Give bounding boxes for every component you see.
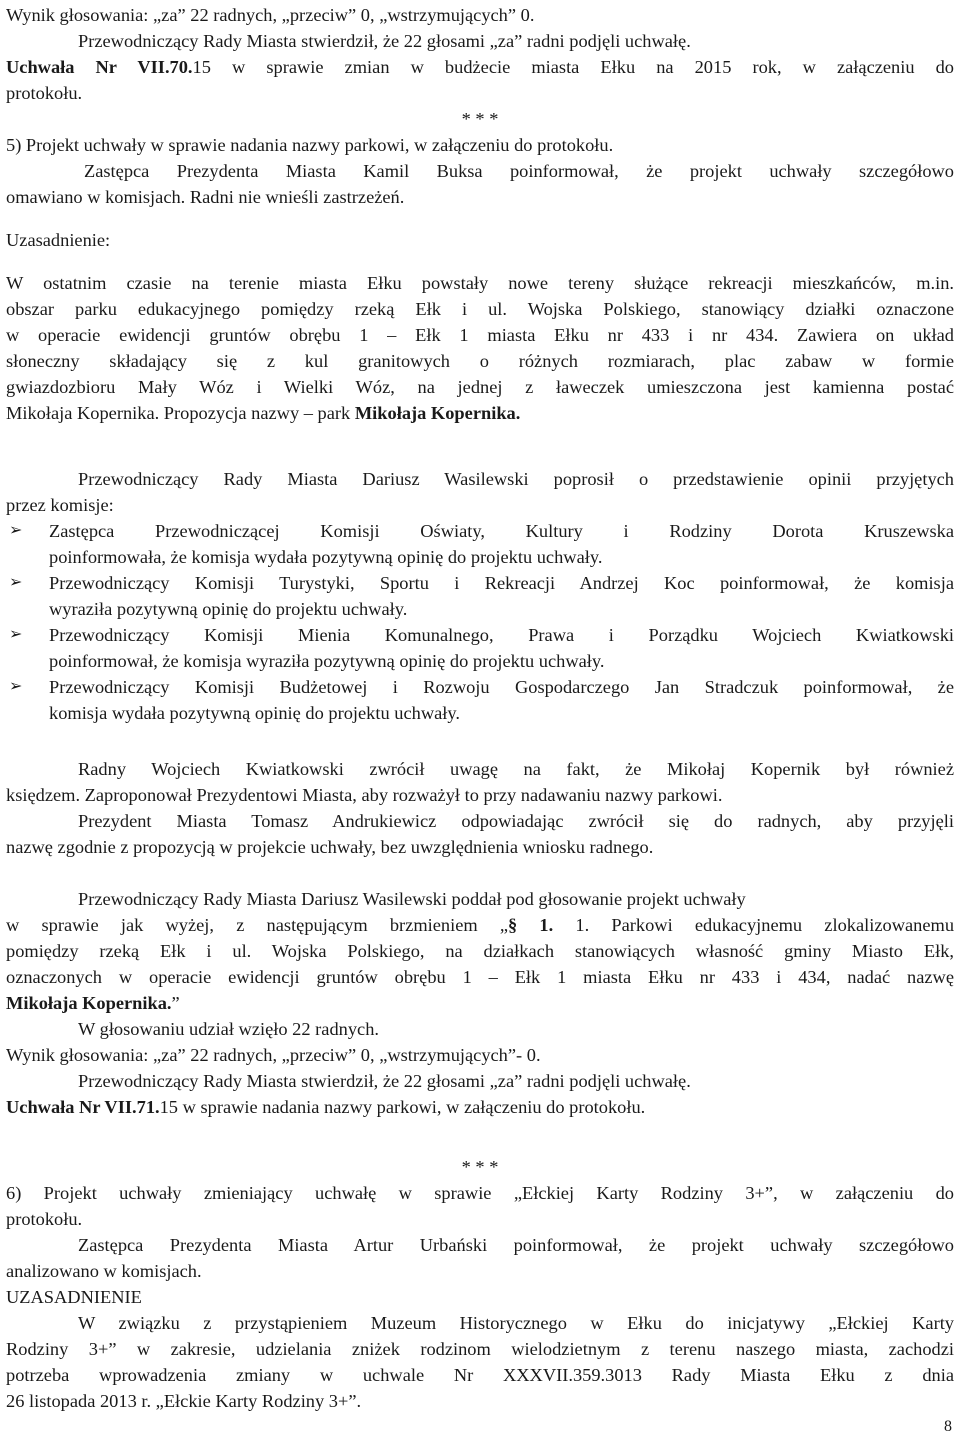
resolution-number: Uchwała Nr VII.71. xyxy=(6,1097,160,1117)
resolution-number: Uchwała Nr VII.70. xyxy=(6,57,193,77)
agenda-item-heading: 5) Projekt uchwały w sprawie nadania nazwy parkowi, w załączeniu do protokołu. xyxy=(6,135,614,155)
agenda-item-heading: 6) Projekt uchwały zmieniający uchwałę w sprawie „Ełckiej Karty Rodziny 3+”, w załączeniu do xyxy=(6,1183,954,1203)
text-line: Prezydent Miasta Tomasz Andrukiewicz odpowiadając zwrócił się do radnych, aby przyjęli xyxy=(78,811,954,831)
text-line: Uchwała Nr VII.71.15 w sprawie nadania nazwy parkowi, w załączeniu do protokołu. xyxy=(6,1097,646,1117)
text-line: Przewodniczący Rady Miasta Dariusz Wasilewski poprosił o przedstawienie opinii przyjętych xyxy=(78,469,954,489)
text-line: analizowano w komisjach. xyxy=(6,1261,202,1281)
text-line: gwiazdozbioru Mały Wóz i Wielki Wóz, na jednej z ławeczek umieszczona jest kamienna postać xyxy=(6,377,954,397)
bullet-item: ➢ Przewodniczący Komisji Mienia Komunalnego, Prawa i Porządku Wojciech Kwiatkowski xyxy=(6,622,954,648)
text-line: Przewodniczący Rady Miasta Dariusz Wasilewski poddał pod głosowanie projekt uchwały xyxy=(78,889,746,909)
text-line: protokołu. xyxy=(6,1209,83,1229)
text-line: Rodziny 3+” w zakresie, udzielania zniżek rodzinom wielodzietnym z terenu naszego miasta, zachodzi xyxy=(6,1339,954,1359)
text-line: Wynik głosowania: „za” 22 radnych, „przeciw” 0, „wstrzymujących” 0. xyxy=(6,5,535,25)
text-line: w operacie ewidencji gruntów obrębu 1 – Ełk 1 miasta Ełku nr 433 i nr 434. Zawiera on układ xyxy=(6,325,954,345)
text-line: protokołu. xyxy=(6,83,83,103)
text-line: Mikołaja Kopernika.” xyxy=(6,993,180,1013)
text-line: Przewodniczący Rady Miasta stwierdził, że 22 głosami „za” radni podjęli uchwałę. xyxy=(78,31,691,51)
text-line: poinformowała, że komisja wydała pozytywną opinię do projektu uchwały. xyxy=(49,547,603,567)
text-line: Zastępca Prezydenta Miasta Artur Urbański poinformował, że projekt uchwały szczegółowo xyxy=(78,1235,954,1255)
text-line: komisja wydała pozytywną opinię do projektu uchwały. xyxy=(49,703,460,723)
bullet-item: ➢ Zastępca Przewodniczącej Komisji Oświaty, Kultury i Rodziny Dorota Kruszewska xyxy=(6,518,954,544)
park-name: Mikołaja Kopernika. xyxy=(6,993,172,1013)
text-line: wyraziła pozytywną opinię do projektu uchwały. xyxy=(49,599,408,619)
text-line: Przewodniczący Rady Miasta stwierdził, że 22 głosami „za” radni podjęli uchwałę. xyxy=(78,1071,691,1091)
text-line: 26 listopada 2013 r. „Ełckie Karty Rodziny 3+”. xyxy=(6,1391,362,1411)
text-line: słoneczny składający się z kul granitowych o różnych rozmiarach, plac zabaw w formie xyxy=(6,351,954,371)
text-line: Zastępca Prezydenta Miasta Kamil Buksa poinformował, że projekt uchwały szczegółowo xyxy=(84,161,954,181)
text-line: nazwę zgodnie z propozycją w projekcie uchwały, bez uwzględnienia wniosku radnego. xyxy=(6,837,654,857)
arrow-bullet-icon: ➢ xyxy=(9,574,23,591)
page-number: 8 xyxy=(944,1418,952,1435)
text-line: W ostatnim czasie na terenie miasta Ełku powstały nowe tereny służące rekreacji mieszkańców, m.in. xyxy=(6,273,954,293)
text-line: potrzeba wprowadzenia zmiany w uchwale Nr XXXVII.359.3013 Rady Miasta Ełku z dnia xyxy=(6,1365,954,1385)
text-line: księdzem. Zaproponował Prezydentowi Miasta, aby rozważył to przy nadawaniu nazwy parkowi. xyxy=(6,785,723,805)
arrow-bullet-icon: ➢ xyxy=(9,522,23,539)
text-line: w sprawie jak wyżej, z następującym brzmieniem „§ 1. 1. Parkowi edukacyjnemu zlokalizowanemu xyxy=(6,915,955,935)
text-line: W głosowaniu udział wzięło 22 radnych. xyxy=(78,1019,379,1039)
text-line: przez komisje: xyxy=(6,495,114,515)
text-line: Wynik głosowania: „za” 22 radnych, „przeciw” 0, „wstrzymujących”- 0. xyxy=(6,1045,541,1065)
bullet-item: ➢ Przewodniczący Komisji Turystyki, Sportu i Rekreacji Andrzej Koc poinformował, że komisja xyxy=(6,570,954,596)
text-line: oznaczonych w operacie ewidencji gruntów obrębu 1 – Ełk 1 miasta Ełku nr 433 i 434, nadać nazwę xyxy=(6,967,954,987)
text-line: obszar parku edukacyjnego pomiędzy rzeką Ełk i ul. Wojska Polskiego, stanowiący działki oznaczone xyxy=(6,299,954,319)
section-label: Uzasadnienie: xyxy=(6,230,111,250)
section-label: UZASADNIENIE xyxy=(6,1287,142,1307)
text-line: Mikołaja Kopernika. Propozycja nazwy – park Mikołaja Kopernika. xyxy=(6,403,521,423)
section-separator: * * * xyxy=(461,1157,499,1177)
text-line: Uchwała Nr VII.70.15 w sprawie zmian w budżecie miasta Ełku na 2015 rok, w załączeniu do xyxy=(6,57,955,77)
arrow-bullet-icon: ➢ xyxy=(9,678,23,695)
text-line: omawiano w komisjach. Radni nie wnieśli zastrzeżeń. xyxy=(6,187,405,207)
arrow-bullet-icon: ➢ xyxy=(9,626,23,643)
text-line: Radny Wojciech Kwiatkowski zwrócił uwagę na fakt, że Mikołaj Kopernik był również xyxy=(78,759,954,779)
text-line: poinformował, że komisja wyraziła pozytywną opinię do projektu uchwały. xyxy=(49,651,605,671)
section-separator: * * * xyxy=(461,109,499,129)
park-name: Mikołaja Kopernika. xyxy=(354,403,521,423)
text-line: pomiędzy rzeką Ełk i ul. Wojska Polskiego, na działkach stanowiących własność gminy Miasto Ełk, xyxy=(6,941,954,961)
text-line: W związku z przystąpieniem Muzeum Historycznego w Ełku do inicjatywy „Ełckiej Karty xyxy=(78,1313,954,1333)
bullet-item: ➢ Przewodniczący Komisji Budżetowej i Rozwoju Gospodarczego Jan Stradczuk poinformował, że xyxy=(6,674,954,700)
